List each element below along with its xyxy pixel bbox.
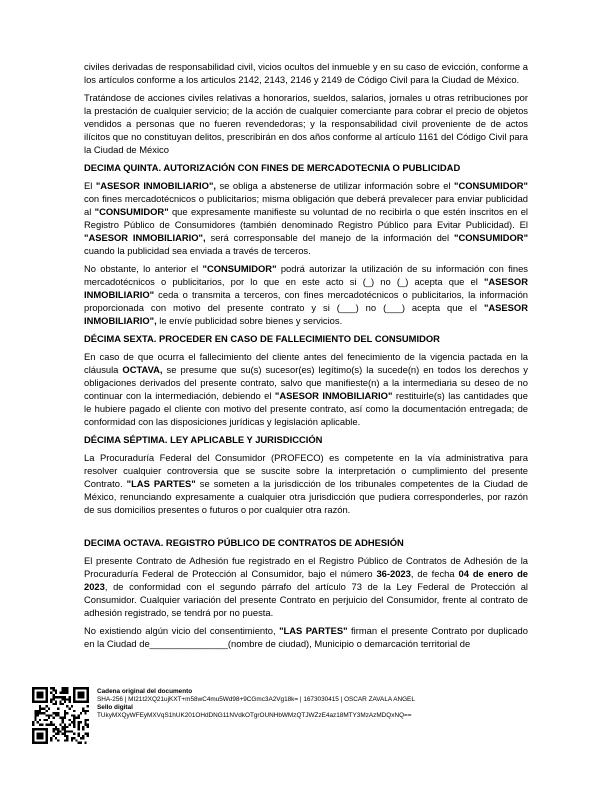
cadena-original-label: Cadena original del documento [97,688,193,695]
qr-code-icon [32,687,89,744]
paragraph-signing-clause: No existiendo algún vicio del consentimiento, "LAS PARTES" firman el presente Contrato por duplicado en la Ciudad de_______________(nombre de ciudad), Municipio o demarcación territorial de [84,625,528,649]
heading-decima-quinta: DECIMA QUINTA. AUTORIZACIÓN CON FINES DE MERCADOTECNIA O PUBLICIDAD [84,162,461,173]
paragraph-marketing-authorization: No obstante, lo anterior el "CONSUMIDOR" podrá autorizar la utilización de su información con fines mercadotécnicos o publicitarios, por lo que en este acto si (_) no (_) acepta que el "ASESOR INMOBILIARIO" ceda o transmita a terceros, con fines mercadotécnicos o publicitarios, la información proporcionada con motivo del presente contrato y si (___) no (___) acepta que el "ASESOR INMOBILIARIO", le envíe publicidad sobre bienes y servicios. [84,263,528,326]
heading-decima-septima: DÉCIMA SÉPTIMA. LEY APLICABLE Y JURISDICCIÓN [84,434,323,445]
cadena-original-value: SHA-256 | MI21t2XQ21ujKXT+m58wC4mu5Wd98+9CGmc3A2Vg18k= | 1673030415 | OSCAR ZAVALA ANGEL [97,696,415,703]
paragraph-marketing-obligation: El "ASESOR INMOBILIARIO", se obliga a abstenerse de utilizar información sobre el "CONSUMIDOR" con fines mercadotécnicos o publicitarios; misma obligación que deberá prevalecer para enviar publicidad al "CONSUMIDOR" que expresamente manifieste su voluntad de no recibirla o que estén inscritos en el Registro Público de Consumidores (también denominado Registro Público para Evitar Publicidad). El "ASESOR INMOBILIARIO", será corresponsable del manejo de la información del "CONSUMIDOR" cuando la publicidad sea enviada a través de terceros. [84,180,529,256]
digital-signature-block [32,687,415,744]
heading-decima-sexta: DÉCIMA SEXTA. PROCEDER EN CASO DE FALLECIMIENTO DEL CONSUMIDOR [84,333,440,344]
paragraph-adhesion-registration: El presente Contrato de Adhesión fue registrado en el Registro Público de Contratos de Adhesión de la Procuraduría Federal de Protección al Consumidor, bajo el número 36-2023, de fecha 04 de enero de 2023, de conformidad con el segundo párrafo del artículo 73 de la Ley Federal de Protección al Consumidor. Cualquier variación del presente Contrato en perjuicio del Consumidor, frente al contrato de adhesión registrado, se tendrá por no puesta. [84,555,529,618]
sello-digital-label: Sello digital [97,704,133,711]
heading-decima-octava: DECIMA OCTAVA. REGISTRO PÚBLICO DE CONTRATOS DE ADHESIÓN [84,537,404,548]
paragraph-civil-liability: civiles derivadas de responsabilidad civil, vicios ocultos del inmueble y en su caso de evicción, conforme a los artículos conforme a los articulos 2142, 2143, 2146 y 2149 de Código Civil para la Ciudad de México. [84,61,528,85]
paragraph-jurisdiction: La Procuraduría Federal del Consumidor (PROFECO) es competente en la vía administrativa para resolver cualquier controversia que se suscite sobre la interpretación o cumplimiento del presente Contrato. "LAS PARTES" se someten a la jurisdicción de los tribunales competentes de la Ciudad de México, renunciando expresamente a cualquier otra jurisdicción que pudiera corresponderles, por razón de sus domicilios presentes o futuros o por cualquier otra razón. [84,452,528,515]
paragraph-death-of-consumer: En caso de que ocurra el fallecimiento del cliente antes del fenecimiento de la vigencia pactada en la cláusula OCTAVA, se presume que su(s) sucesor(es) legítimo(s) la sucede(n) en todos los derechos y obligaciones derivados del presente contrato, salvo que manifieste(n) a la intermediaria su deseo de no continuar con la intermediación, debiendo el "ASESOR INMOBILIARIO" restituirle(s) las cantidades que le hubiere pagado el cliente con motivo del presente contrato, así como la documentación entregada; de conformidad con las disposiciones jurídicas y legislación aplicable. [84,351,528,427]
sello-digital-value: TUkyMXQyWFEyMXVqS1hUK201OHdDNG11NVdkOTgrOUNHbWMzQTJWZzE4az18MTY3MzAzMDQxNQ== [97,712,412,719]
signature-text [97,688,415,720]
paragraph-civil-actions-prescription: Tratándose de acciones civiles relativas a honorarios, sueldos, salarios, jornales u otras retribuciones por la prestación de cualquier servicio; de la acción de cualquier comerciante para cobrar el precio de objetos vendidos a personas que no fueren revendedoras; y la responsabilidad civil proveniente de de actos ilícitos que no constituyan delitos, prescribirán en dos años conforme al artículo 1161 del Código Civil para la Ciudad de México [84,92,528,155]
contract-body [84,60,528,655]
